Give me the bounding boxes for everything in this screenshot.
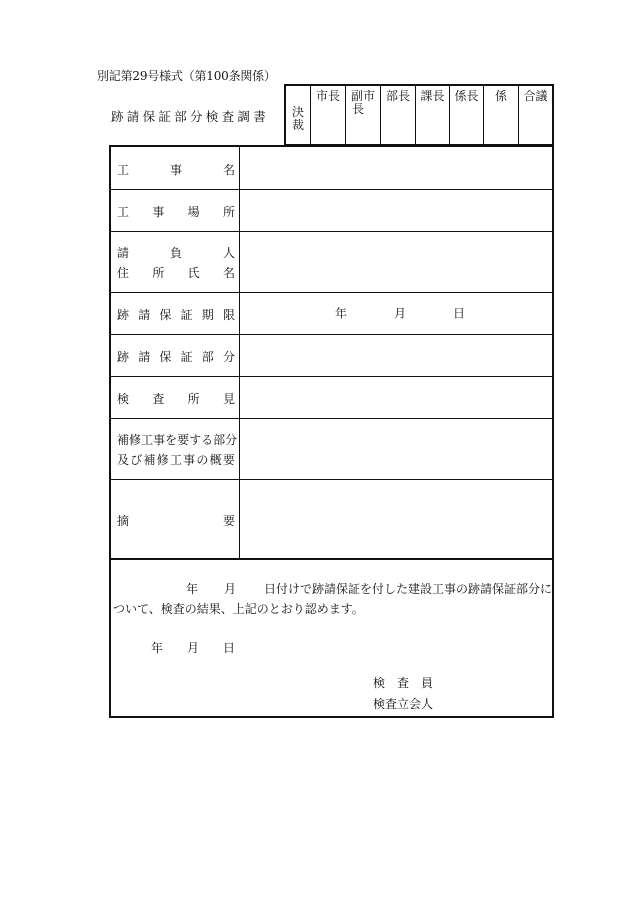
decision-label-cell <box>286 86 310 144</box>
label-work-name: 工 事 名 <box>117 163 235 177</box>
inspector-label: 検 査 員 <box>373 676 433 690</box>
value-repair-work[interactable] <box>240 418 552 479</box>
stamp-label-subsection-chief: 係長 <box>454 89 479 103</box>
label-repair-summary: 及 び 補 修 工 事 の 概 要 <box>117 453 235 467</box>
certification-statement <box>113 580 553 619</box>
row-warranty-part <box>111 334 552 377</box>
witness-label: 検査立会人 <box>373 697 434 711</box>
label-inspection-findings: 検 査 所 見 <box>117 392 235 406</box>
label-warranty-deadline: 跡 請 保 証 期 限 <box>117 308 235 322</box>
stamp-cell-deputy-mayor[interactable] <box>345 86 380 144</box>
cert-month-label: 月 <box>224 582 237 596</box>
value-warranty-deadline[interactable] <box>240 292 552 334</box>
stamp-label-staff: 係 <box>494 89 507 103</box>
label-contractor-address: 住 所 氏 名 <box>117 266 235 280</box>
document-title: 跡請保証部分検査調書 <box>111 109 270 124</box>
stamp-label-deputy-mayor: 副市 <box>350 89 375 103</box>
label-repair-part: 補 修 工 事 を 要 す る 部 分 <box>117 433 238 447</box>
deadline-year-label: 年 <box>335 306 348 321</box>
label-work-location: 工 事 場 所 <box>117 205 235 219</box>
row-work-location <box>111 189 552 232</box>
stamp-cell-subsection-chief[interactable] <box>449 86 483 144</box>
stamp-cell-section-chief[interactable] <box>415 86 449 144</box>
row-remarks <box>111 479 552 558</box>
inspection-form-table <box>109 145 554 718</box>
value-remarks[interactable] <box>240 479 552 558</box>
stamp-label-section-chief: 課長 <box>420 89 445 103</box>
row-warranty-deadline <box>111 292 552 335</box>
value-warranty-part[interactable] <box>240 334 552 376</box>
value-work-location[interactable] <box>240 189 552 231</box>
stamp-label-consultation: 合議 <box>523 89 548 103</box>
decision-label-char: 裁 <box>291 118 304 132</box>
stamp-cell-mayor[interactable] <box>310 86 345 144</box>
stamp-cell-director[interactable] <box>380 86 415 144</box>
value-inspection-findings[interactable] <box>240 376 552 418</box>
row-inspection-findings <box>111 376 552 419</box>
label-warranty-part: 跡 請 保 証 部 分 <box>117 350 235 364</box>
stamp-cell-staff[interactable] <box>483 86 518 144</box>
value-work-name[interactable] <box>240 147 552 189</box>
stamp-label-deputy-mayor-line2: 長 <box>352 102 365 116</box>
cert-year-label: 年 <box>186 582 199 596</box>
form-reference: 別記第29号様式（第100条関係） <box>97 69 276 83</box>
certification-section <box>111 558 552 716</box>
decision-label-char: 決 <box>291 105 304 119</box>
deadline-month-label: 月 <box>394 306 407 321</box>
row-repair-work <box>111 418 552 480</box>
label-remarks: 摘 要 <box>117 514 235 528</box>
approval-stamp-table <box>284 84 554 146</box>
value-contractor[interactable] <box>240 231 552 292</box>
cert-date-day: 日 <box>223 641 236 655</box>
row-contractor <box>111 231 552 293</box>
cert-date-month: 月 <box>187 641 200 655</box>
deadline-day-label: 日 <box>453 306 466 321</box>
cert-statement-text: 日付けで跡請保証を付した建設工事の跡請保証部分について、検査の結果、上記のとおり認めます。 <box>113 582 553 616</box>
stamp-label-director: 部長 <box>385 89 410 103</box>
stamp-label-mayor: 市長 <box>315 89 340 103</box>
stamp-cell-consultation[interactable] <box>518 86 552 144</box>
row-work-name <box>111 147 552 190</box>
cert-date-year: 年 <box>151 641 164 655</box>
label-contractor: 請 負 人 <box>117 246 235 260</box>
